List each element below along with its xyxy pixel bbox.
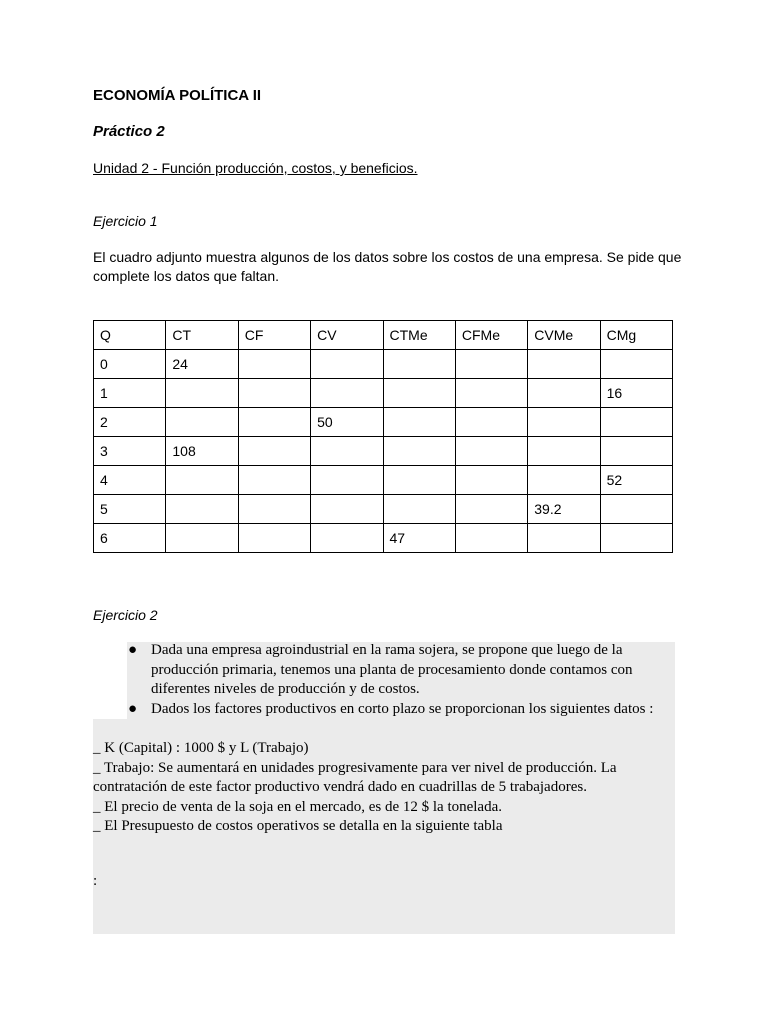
document-title: ECONOMÍA POLÍTICA II: [93, 87, 262, 104]
table-cell: [455, 437, 527, 466]
table-cell: [166, 495, 238, 524]
detail-line-capital: _ K (Capital) : 1000 $ y L (Trabajo): [93, 740, 309, 756]
bullet-icon: ●: [128, 700, 138, 717]
table-cell: 50: [311, 408, 383, 437]
bullet-icon: ●: [128, 642, 138, 658]
exercise-2-bullet-list: [127, 641, 675, 719]
exercise-2-heading: Ejercicio 2: [93, 607, 158, 623]
table-cell: [238, 437, 310, 466]
table-cell: [238, 350, 310, 379]
table-cell: [600, 524, 672, 553]
table-row: [94, 437, 673, 466]
table-cell: [311, 524, 383, 553]
table-cell: [455, 495, 527, 524]
table-cell: [238, 524, 310, 553]
table-cell: [238, 379, 310, 408]
detail-line-labor: _ Trabajo: Se aumentará en unidades progresivamente para ver nivel de producción. La contratación de este factor productivo vendrá dado en cuadrillas de 5 trabajadores.: [93, 759, 617, 795]
table-cell: [383, 495, 455, 524]
table-cell: [528, 379, 600, 408]
table-cell: 52: [600, 466, 672, 495]
table-cell: [238, 408, 310, 437]
table-cell: [166, 466, 238, 495]
table-cell: [166, 524, 238, 553]
table-cell: [311, 350, 383, 379]
table-cell: [600, 408, 672, 437]
table-cell: 6: [94, 524, 166, 553]
exercise-1-intro: El cuadro adjunto muestra algunos de los datos sobre los costos de una empresa. Se pide que complete los datos que faltan.: [93, 249, 682, 284]
table-cell: [383, 437, 455, 466]
table-cell: [528, 350, 600, 379]
table-cell: 47: [383, 524, 455, 553]
table-cell: [528, 466, 600, 495]
table-cell: 1: [94, 379, 166, 408]
table-row: [94, 379, 673, 408]
exercise-2-details: [93, 739, 673, 837]
practice-subtitle: Práctico 2: [93, 123, 165, 140]
exercise-1-heading: Ejercicio 1: [93, 213, 158, 229]
table-cell: [528, 408, 600, 437]
table-cell: [311, 379, 383, 408]
table-cell: [238, 466, 310, 495]
table-cell: 24: [166, 350, 238, 379]
header-cv: CV: [311, 321, 383, 350]
table-cell: [528, 524, 600, 553]
table-cell: [383, 350, 455, 379]
table-row: [94, 408, 673, 437]
table-cell: 2: [94, 408, 166, 437]
table-cell: [383, 408, 455, 437]
table-cell: [455, 408, 527, 437]
header-cfme: CFMe: [455, 321, 527, 350]
bullet-text: Dados los factores productivos en corto plazo se proporcionan los siguientes datos :: [151, 700, 654, 717]
table-cell: [166, 379, 238, 408]
header-cvme: CVMe: [528, 321, 600, 350]
trailing-colon: :: [93, 873, 98, 889]
header-cmg: CMg: [600, 321, 672, 350]
list-item: [127, 641, 675, 700]
header-ct: CT: [166, 321, 238, 350]
table-cell: [455, 466, 527, 495]
table-cell: [455, 379, 527, 408]
unit-heading: Unidad 2 - Función producción, costos, y beneficios.: [93, 160, 418, 176]
header-cf: CF: [238, 321, 310, 350]
header-q: Q: [94, 321, 166, 350]
detail-line-budget: _ El Presupuesto de costos operativos se detalla en la siguiente tabla: [93, 818, 503, 834]
detail-line-price: _ El precio de venta de la soja en el mercado, es de 12 $ la tonelada.: [93, 798, 502, 815]
table-cell: 0: [94, 350, 166, 379]
list-item: [127, 700, 675, 720]
table-cell: [383, 379, 455, 408]
table-cell: 4: [94, 466, 166, 495]
table-cell: [528, 437, 600, 466]
table-cell: 108: [166, 437, 238, 466]
table-cell: 3: [94, 437, 166, 466]
cost-table-header-row: [94, 321, 673, 350]
table-cell: [166, 408, 238, 437]
table-cell: [383, 466, 455, 495]
table-cell: [600, 495, 672, 524]
table-cell: [311, 495, 383, 524]
table-cell: 16: [600, 379, 672, 408]
cost-table: [93, 320, 673, 553]
table-cell: [455, 350, 527, 379]
table-cell: [600, 350, 672, 379]
bullet-text: Dada una empresa agroindustrial en la rama sojera, se propone que luego de la producción primaria, tenemos una planta de procesamiento donde contamos con diferentes niveles de producción y de costos.: [151, 642, 633, 697]
header-ctme: CTMe: [383, 321, 455, 350]
table-cell: [238, 495, 310, 524]
table-row: [94, 524, 673, 553]
table-cell: [600, 437, 672, 466]
table-row: [94, 350, 673, 379]
table-row: [94, 495, 673, 524]
table-cell: [311, 437, 383, 466]
table-cell: 39.2: [528, 495, 600, 524]
table-cell: 5: [94, 495, 166, 524]
table-cell: [311, 466, 383, 495]
table-row: [94, 466, 673, 495]
table-cell: [455, 524, 527, 553]
